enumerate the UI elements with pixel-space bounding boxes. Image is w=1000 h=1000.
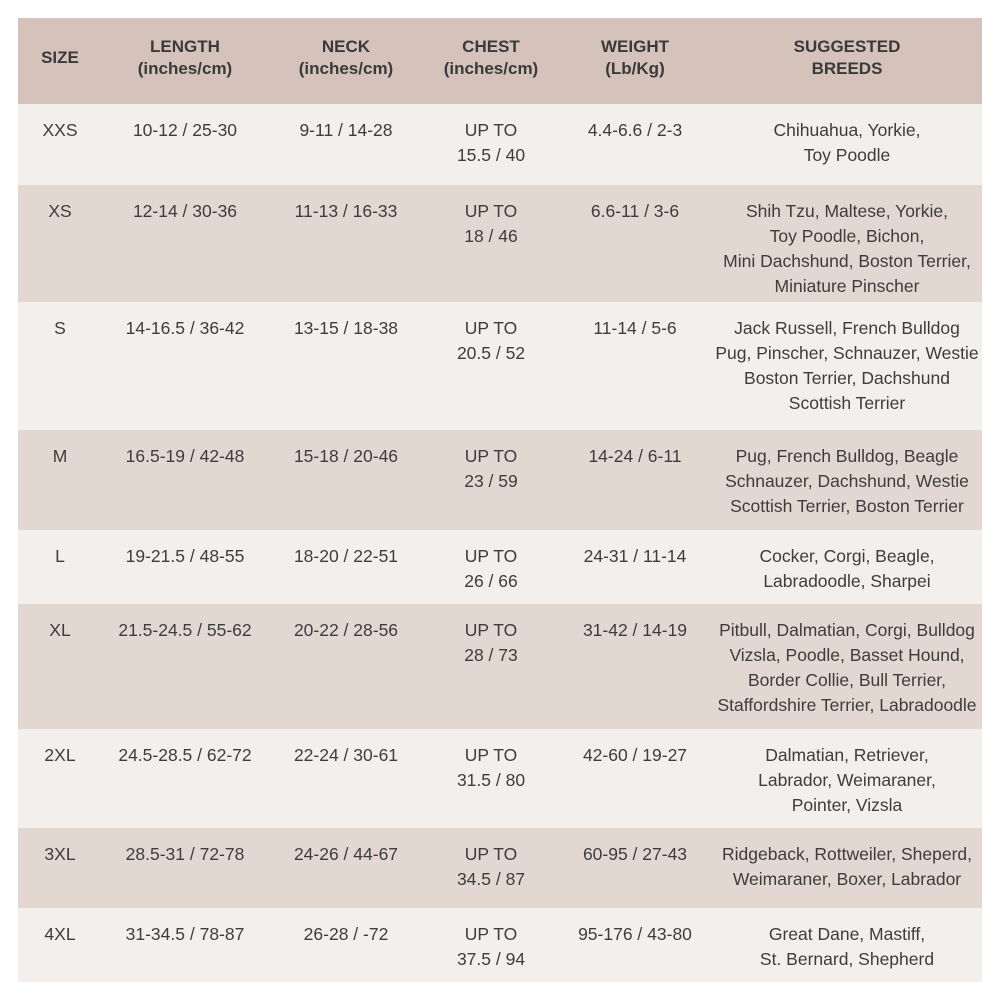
neck-cell (268, 828, 424, 908)
chest-cell-line: 26 / 66 (464, 571, 518, 591)
neck-cell (268, 729, 424, 828)
neck-cell (268, 185, 424, 302)
header-line: NECK (321, 37, 371, 56)
size-cell-text: S (54, 318, 66, 338)
neck-cell (268, 430, 424, 530)
neck-cell-text: 24-26 / 44-67 (293, 844, 399, 864)
length-cell (102, 302, 268, 430)
size-cell-text: XL (49, 620, 71, 640)
weight-cell (558, 185, 712, 302)
size-cell-text: 4XL (44, 924, 76, 944)
chest-cell-line: UP TO (464, 446, 518, 466)
chest-cell-line: UP TO (464, 620, 518, 640)
breeds-cell-line: Vizsla, Poodle, Basset Hound, (729, 645, 965, 665)
chest-cell (424, 185, 558, 302)
length-cell (102, 604, 268, 729)
chest-cell (424, 530, 558, 604)
chest-cell (424, 104, 558, 185)
size-cell-text: XS (48, 201, 72, 221)
chest-cell-line: 37.5 / 94 (456, 949, 526, 969)
breeds-cell-line: Weimaraner, Boxer, Labrador (732, 869, 962, 889)
header-line: SIZE (41, 48, 79, 67)
breeds-cell-line: Toy Poodle (803, 145, 891, 165)
breeds-cell-line: St. Bernard, Shepherd (759, 949, 935, 969)
size-cell (18, 908, 102, 982)
breeds-cell-line: Border Collie, Bull Terrier, (747, 670, 947, 690)
chest-cell-line: UP TO (464, 120, 518, 140)
breeds-cell-line: Labradoodle, Sharpei (763, 571, 931, 591)
header-unit: (inches/cm) (443, 59, 539, 78)
size-cell-text: 2XL (44, 745, 76, 765)
breeds-cell-line: Miniature Pinscher (774, 276, 920, 296)
size-cell (18, 185, 102, 302)
breeds-cell (712, 430, 982, 530)
chest-cell (424, 729, 558, 828)
size-cell (18, 729, 102, 828)
length-cell-text: 19-21.5 / 48-55 (125, 546, 245, 566)
weight-cell (558, 828, 712, 908)
weight-cell-text: 14-24 / 6-11 (588, 446, 682, 466)
chest-cell (424, 604, 558, 729)
chest-cell-line: 15.5 / 40 (456, 145, 526, 165)
breeds-cell-line: Labrador, Weimaraner, (758, 770, 936, 790)
length-cell-text: 24.5-28.5 / 62-72 (118, 745, 252, 765)
length-cell-text: 16.5-19 / 42-48 (125, 446, 245, 466)
neck-cell-text: 22-24 / 30-61 (293, 745, 399, 765)
neck-cell (268, 302, 424, 430)
header-line: SUGGESTED (793, 37, 901, 56)
neck-cell-text: 26-28 / -72 (303, 924, 389, 944)
length-cell-text: 14-16.5 / 36-42 (125, 318, 245, 338)
size-cell (18, 302, 102, 430)
weight-cell-text: 11-14 / 5-6 (593, 318, 677, 338)
chest-cell-line: UP TO (464, 318, 518, 338)
chest-cell-line: 28 / 73 (464, 645, 518, 665)
weight-cell (558, 729, 712, 828)
neck-cell (268, 530, 424, 604)
breeds-cell (712, 729, 982, 828)
breeds-cell-line: Great Dane, Mastiff, (768, 924, 926, 944)
weight-cell-text: 60-95 / 27-43 (582, 844, 688, 864)
chest-cell-line: 31.5 / 80 (456, 770, 526, 790)
weight-cell (558, 530, 712, 604)
length-cell (102, 908, 268, 982)
length-cell-text: 31-34.5 / 78-87 (125, 924, 245, 944)
neck-cell (268, 604, 424, 729)
neck-cell-text: 18-20 / 22-51 (293, 546, 399, 566)
breeds-cell-line: Boston Terrier, Dachshund (744, 368, 950, 388)
neck-cell (268, 104, 424, 185)
chest-cell (424, 430, 558, 530)
length-cell-text: 12-14 / 30-36 (132, 201, 238, 221)
length-cell (102, 104, 268, 185)
breeds-cell-line: Jack Russell, French Bulldog (734, 318, 960, 338)
breeds-cell-line: Pug, French Bulldog, Beagle (735, 446, 959, 466)
size-cell-text: XXS (42, 120, 78, 140)
neck-cell-text: 11-13 / 16-33 (294, 201, 398, 221)
breeds-cell (712, 828, 982, 908)
neck-cell-text: 9-11 / 14-28 (299, 120, 393, 140)
breeds-cell-line: Mini Dachshund, Boston Terrier, (723, 251, 971, 271)
weight-cell-text: 42-60 / 19-27 (582, 745, 688, 765)
weight-cell-text: 6.6-11 / 3-6 (590, 201, 680, 221)
chest-cell-line: UP TO (464, 546, 518, 566)
header-breeds (712, 18, 982, 104)
chest-cell-line: UP TO (464, 844, 518, 864)
size-cell (18, 104, 102, 185)
breeds-cell-line: Cocker, Corgi, Beagle, (759, 546, 935, 566)
weight-cell-text: 95-176 / 43-80 (578, 924, 692, 944)
breeds-cell-line: Staffordshire Terrier, Labradoodle (717, 695, 977, 715)
weight-cell-text: 31-42 / 14-19 (582, 620, 688, 640)
breeds-cell (712, 302, 982, 430)
header-unit: (inches/cm) (137, 59, 233, 78)
length-cell-text: 10-12 / 25-30 (132, 120, 238, 140)
breeds-cell (712, 530, 982, 604)
length-cell-text: 21.5-24.5 / 55-62 (118, 620, 252, 640)
length-cell (102, 729, 268, 828)
breeds-cell (712, 104, 982, 185)
header-chest (424, 18, 558, 104)
neck-cell-text: 15-18 / 20-46 (293, 446, 399, 466)
header-neck (268, 18, 424, 104)
weight-cell (558, 908, 712, 982)
breeds-cell (712, 908, 982, 982)
size-cell-text: M (52, 446, 68, 466)
chest-cell-line: UP TO (464, 924, 518, 944)
header-weight (558, 18, 712, 104)
neck-cell-text: 20-22 / 28-56 (293, 620, 399, 640)
header-unit: (inches/cm) (298, 59, 394, 78)
header-line-2: BREEDS (811, 59, 883, 78)
chest-cell (424, 908, 558, 982)
length-cell (102, 185, 268, 302)
breeds-cell (712, 185, 982, 302)
size-cell (18, 530, 102, 604)
length-cell-text: 28.5-31 / 72-78 (125, 844, 245, 864)
header-line: LENGTH (150, 37, 220, 56)
size-cell-text: 3XL (44, 844, 76, 864)
chest-cell-line: 20.5 / 52 (456, 343, 526, 363)
chest-cell-line: 23 / 59 (464, 471, 518, 491)
header-line: CHEST (462, 37, 520, 56)
neck-cell (268, 908, 424, 982)
breeds-cell-line: Chihuahua, Yorkie, (773, 120, 921, 140)
header-size (18, 18, 102, 104)
breeds-cell-line: Dalmatian, Retriever, (765, 745, 929, 765)
header-length (102, 18, 268, 104)
chest-cell-line: UP TO (464, 745, 518, 765)
length-cell (102, 430, 268, 530)
weight-cell-text: 4.4-6.6 / 2-3 (587, 120, 683, 140)
size-chart-table (18, 18, 982, 982)
breeds-cell-line: Ridgeback, Rottweiler, Sheperd, (722, 844, 972, 864)
length-cell (102, 828, 268, 908)
breeds-cell-line: Toy Poodle, Bichon, (769, 226, 925, 246)
length-cell (102, 530, 268, 604)
neck-cell-text: 13-15 / 18-38 (293, 318, 399, 338)
size-cell (18, 604, 102, 729)
weight-cell (558, 604, 712, 729)
breeds-cell-line: Shih Tzu, Maltese, Yorkie, (745, 201, 948, 221)
header-unit: (Lb/Kg) (605, 59, 665, 78)
weight-cell (558, 302, 712, 430)
chest-cell-line: 34.5 / 87 (456, 869, 526, 889)
size-cell-text: L (55, 546, 65, 566)
breeds-cell-line: Scottish Terrier (788, 393, 906, 413)
breeds-cell-line: Schnauzer, Dachshund, Westie (725, 471, 969, 491)
chest-cell-line: UP TO (464, 201, 518, 221)
size-cell (18, 430, 102, 530)
weight-cell-text: 24-31 / 11-14 (583, 546, 687, 566)
breeds-cell (712, 604, 982, 729)
chest-cell (424, 828, 558, 908)
weight-cell (558, 104, 712, 185)
chest-cell (424, 302, 558, 430)
breeds-cell-line: Pitbull, Dalmatian, Corgi, Bulldog (719, 620, 975, 640)
size-cell (18, 828, 102, 908)
chest-cell-line: 18 / 46 (464, 226, 518, 246)
breeds-cell-line: Scottish Terrier, Boston Terrier (730, 496, 964, 516)
breeds-cell-line: Pug, Pinscher, Schnauzer, Westie (715, 343, 979, 363)
breeds-cell-line: Pointer, Vizsla (791, 795, 903, 815)
header-line: WEIGHT (601, 37, 669, 56)
weight-cell (558, 430, 712, 530)
